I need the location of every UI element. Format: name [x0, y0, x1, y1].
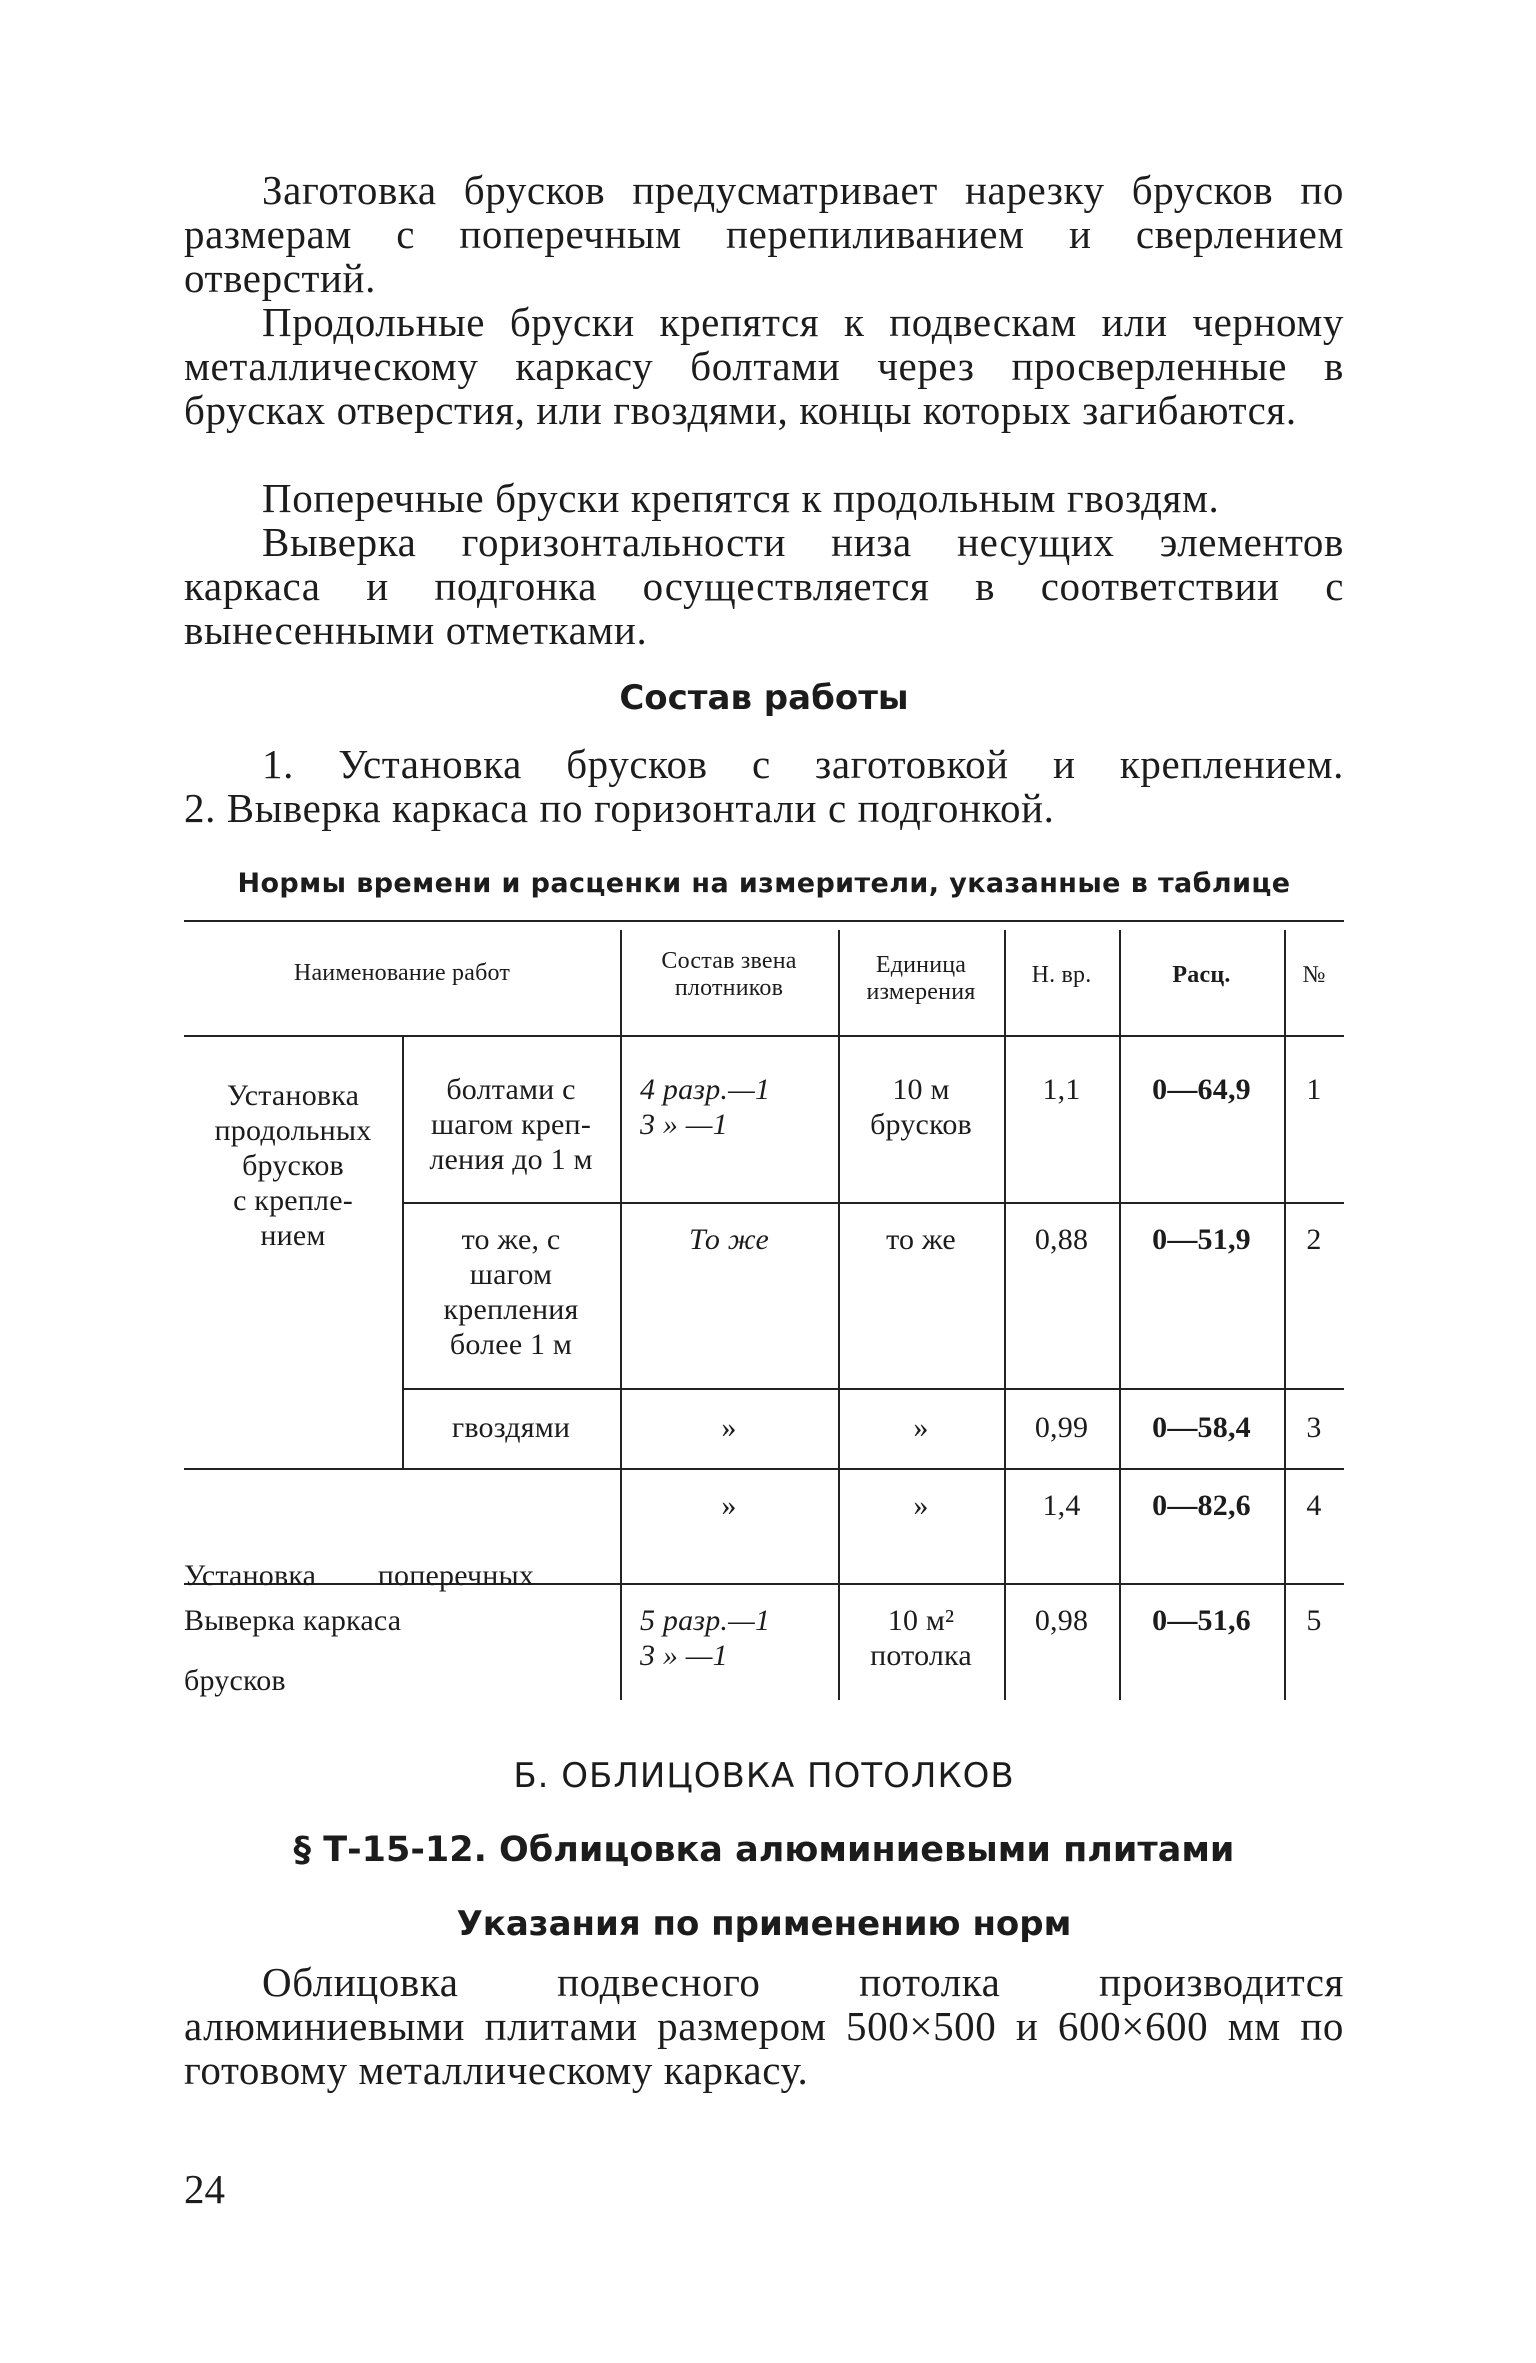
row5-crew-line: 5 разр.—1 [640, 1604, 771, 1637]
row5-rate: 0—51,6 [1152, 1604, 1251, 1637]
row1-name-line: ления до 1 м [429, 1143, 593, 1176]
row5-norm: 0,98 [1034, 1604, 1089, 1637]
table-rule-row2 [402, 1388, 1344, 1390]
header-crew-line2: плотников [674, 975, 784, 1001]
row1-crew-line: 4 разр.—1 [640, 1073, 771, 1106]
row1-crew [640, 1072, 830, 1142]
row4-crew: » [721, 1489, 737, 1522]
row4-name-line: брусков [184, 1664, 286, 1697]
subsection-title: Указания по применению норм [456, 1904, 1072, 1944]
paragraph-transverse-bars: Поперечные бруски крепятся к продольным гвоздям. [262, 475, 1220, 521]
row2-unit: то же [886, 1223, 956, 1256]
table-caption: Нормы времени и расценки на измерители, указанные в таблице [237, 868, 1291, 899]
row3-name: гвоздями [451, 1411, 571, 1444]
row5-unit [838, 1603, 1004, 1673]
row5-number: 5 [1306, 1604, 1322, 1637]
norms-table [184, 920, 1344, 1700]
row1-unit-line: брусков [870, 1108, 972, 1141]
group-label-longitudinal [184, 1078, 402, 1253]
row5-name: Выверка каркаса [184, 1604, 402, 1637]
row3-rate: 0—58,4 [1152, 1411, 1251, 1444]
paragraph-title: § Т-15-12. Облицовка алюминиевыми плитами [293, 1830, 1235, 1870]
row3-unit: » [913, 1411, 929, 1444]
paragraph-blanks-preparation: Заготовка брусков предусматривает нарезку брусков по размерам с поперечным перепиливанием и сверлением отверстий. [184, 167, 1344, 301]
row1-unit [838, 1072, 1004, 1142]
table-rule-row1 [402, 1202, 1344, 1204]
group-label-line: с крепле- [233, 1184, 353, 1217]
row1-norm: 1,1 [1042, 1073, 1081, 1106]
header-number: № [1302, 962, 1326, 988]
row3-number: 3 [1306, 1411, 1322, 1444]
row5-unit-line: 10 м² [887, 1604, 955, 1637]
row2-norm: 0,88 [1034, 1223, 1089, 1256]
row1-name-line: шагом креп- [430, 1108, 592, 1141]
row4-name-line: Установка поперечных [184, 1559, 535, 1592]
row2-rate: 0—51,9 [1152, 1223, 1251, 1256]
row1-rate: 0—64,9 [1152, 1073, 1251, 1106]
header-rate: Расц. [1172, 962, 1231, 988]
row2-name [402, 1222, 620, 1362]
table-rule-row3 [184, 1468, 1344, 1470]
row3-crew: » [721, 1411, 737, 1444]
table-rule-top [184, 920, 1344, 922]
table-col-3 [1004, 930, 1006, 1700]
row4-number: 4 [1306, 1489, 1322, 1522]
row2-name-line: то же, с [461, 1223, 561, 1256]
row1-name [402, 1072, 620, 1177]
paragraph-longitudinal-bars: Продольные бруски крепятся к подвескам или черному металлическому каркасу болтами через просверленные в брусках отверстия, или гвоздями, концы которых загибаются. [184, 299, 1344, 433]
row1-name-line: болтами с [446, 1073, 576, 1106]
row1-unit-line: 10 м [892, 1073, 950, 1106]
row4-norm: 1,4 [1042, 1489, 1081, 1522]
row2-name-line: шагом [469, 1258, 553, 1291]
table-col-4 [1119, 930, 1121, 1700]
row1-crew-line: 3 » —1 [640, 1108, 728, 1141]
header-norm: Н. вр. [1031, 962, 1092, 988]
table-col-2 [838, 930, 840, 1700]
row2-name-line: крепления [443, 1293, 579, 1326]
header-name: Наименование работ [293, 960, 511, 986]
header-crew [620, 948, 838, 1002]
paragraph-alignment: Выверка горизонтальности низа несущих элементов каркаса и подгонка осуществляется в соответствии с вынесенными отметками. [184, 519, 1344, 653]
page-number: 24 [184, 2166, 225, 2212]
header-unit-line2: измерения [866, 979, 976, 1005]
row4-rate: 0—82,6 [1152, 1489, 1251, 1522]
row5-crew [640, 1603, 830, 1673]
group-label-line: Установка [226, 1079, 360, 1112]
row5-crew-line: 3 » —1 [640, 1639, 728, 1672]
table-rule-header [184, 1035, 1344, 1037]
row4-unit: » [913, 1489, 929, 1522]
group-label-line: нием [260, 1219, 326, 1252]
paragraph-ceiling-cladding: Облицовка подвесного потолка производится алюминиевыми плитами размером 500×500 и 600×600 мм по готовому металлическому каркасу. [184, 1959, 1344, 2093]
header-crew-line1: Состав звена [661, 948, 797, 974]
group-label-line: продольных [214, 1114, 372, 1147]
work-composition-list [184, 742, 1344, 830]
row5-unit-line: потолка [870, 1639, 972, 1672]
section-part-title: Б. ОБЛИЦОВКА ПОТОЛКОВ [513, 1756, 1015, 1796]
row2-crew: То же [689, 1223, 769, 1256]
row2-number: 2 [1306, 1223, 1322, 1256]
header-unit [838, 952, 1004, 1006]
work-composition-title: Состав работы [619, 678, 909, 718]
list-item: 1. Установка брусков с заготовкой и креплением. [262, 741, 1344, 787]
table-col-5 [1284, 930, 1286, 1700]
table-col-1 [620, 930, 622, 1700]
header-unit-line1: Единица [875, 952, 967, 978]
list-item: 2. Выверка каркаса по горизонтали с подгонкой. [184, 785, 1055, 831]
group-label-line: брусков [242, 1149, 344, 1182]
row3-norm: 0,99 [1034, 1411, 1089, 1444]
row2-name-line: более 1 м [449, 1328, 573, 1361]
row1-number: 1 [1306, 1073, 1322, 1106]
